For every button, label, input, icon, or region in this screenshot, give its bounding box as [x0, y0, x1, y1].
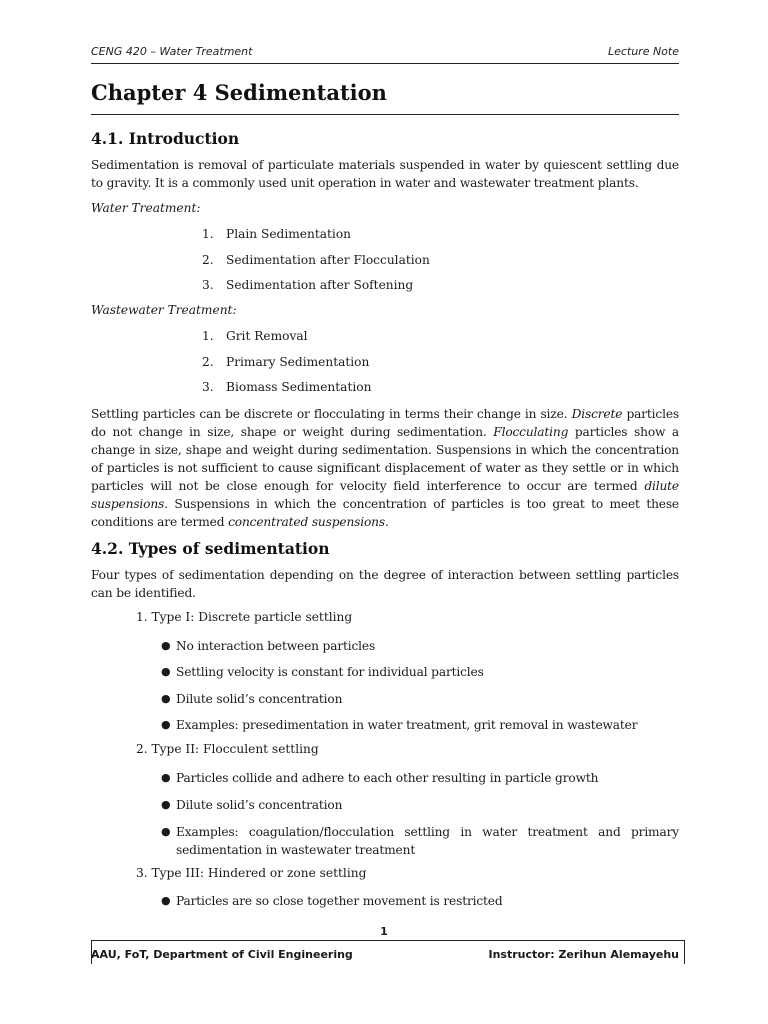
intro-paragraph: Sedimentation is removal of particulate materials suspended in water by quiescent settling due to gravity. It is a commonly used unit operation in water and wastewater treatment plants.: [91, 158, 679, 190]
footer-rule: [91, 940, 685, 941]
type-2-label: 2. Type II: Flocculent settling: [136, 742, 319, 756]
settling-particles-paragraph: Settling particles can be discrete or flocculating in terms their change in size. Discrete particles do not change in size, shape or weight during sedimentation. Flocculating particles show a change in size, shape and weight during sedimentation. Suspensions in which the concentration of particles is not sufficient to cause significant displacement of water as they settle or in which particles will not be close enough for velocity field interference to occur are termed dilute suspensions. Suspensions in which the concentration of particles is too great to meet these conditions are termed concentrated suspensions.: [91, 407, 680, 529]
running-header: [91, 45, 679, 58]
header-course: CENG 420 – Water Treatment: [91, 45, 253, 58]
type-3-label: 3. Type III: Hindered or zone settling: [136, 866, 367, 880]
footer-instructor: Instructor: Zerihun Alemayehu: [488, 948, 679, 961]
type-1-label: 1. Type I: Discrete particle settling: [136, 610, 353, 624]
section-heading-introduction: 4.1. Introduction: [91, 129, 240, 148]
bullet-item: ● Settling velocity is constant for individual particles: [161, 665, 484, 679]
wastewater-treatment-list: [202, 329, 371, 406]
bullet-item: ● Particles are so close together movement is restricted: [161, 894, 503, 908]
bullet-item: ● Particles collide and adhere to each other resulting in particle growth: [161, 771, 599, 785]
bullet-item: ● Dilute solid’s concentration: [161, 692, 343, 706]
header-doc-type: Lecture Note: [607, 45, 679, 58]
wastewater-treatment-label: Wastewater Treatment:: [91, 303, 237, 317]
page-number: 1: [380, 925, 388, 938]
bullet-item: ● No interaction between particles: [161, 639, 376, 653]
list-item: 3. Biomass Sedimentation: [202, 380, 372, 394]
list-item: 1. Grit Removal: [202, 329, 308, 343]
footer-right-border: [684, 940, 685, 964]
page-footer: [91, 948, 679, 961]
section-heading-types: 4.2. Types of sedimentation: [91, 539, 330, 558]
water-treatment-label: Water Treatment:: [91, 201, 201, 215]
bullet-item: ● Examples: presedimentation in water treatment, grit removal in wastewater: [161, 718, 638, 732]
water-treatment-list: [202, 227, 430, 304]
chapter-title-rule: [91, 114, 679, 115]
bullet-item: ● Dilute solid’s concentration: [161, 798, 343, 812]
footer-department: AAU, FoT, Department of Civil Engineering: [91, 948, 353, 961]
types-intro-paragraph: Four types of sedimentation depending on the degree of interaction between settling particles can be identified.: [91, 568, 679, 600]
header-rule: [91, 63, 679, 64]
list-item: 1. Plain Sedimentation: [202, 227, 352, 241]
chapter-title: Chapter 4 Sedimentation: [91, 80, 387, 105]
list-item: 2. Sedimentation after Flocculation: [202, 252, 430, 267]
list-item: 2. Primary Sedimentation: [202, 354, 370, 369]
list-item: 3. Sedimentation after Softening: [202, 278, 414, 292]
bullet-item: ● Examples: coagulation/flocculation settling in water treatment and primary sedimentation in wastewater treatment: [161, 825, 679, 857]
